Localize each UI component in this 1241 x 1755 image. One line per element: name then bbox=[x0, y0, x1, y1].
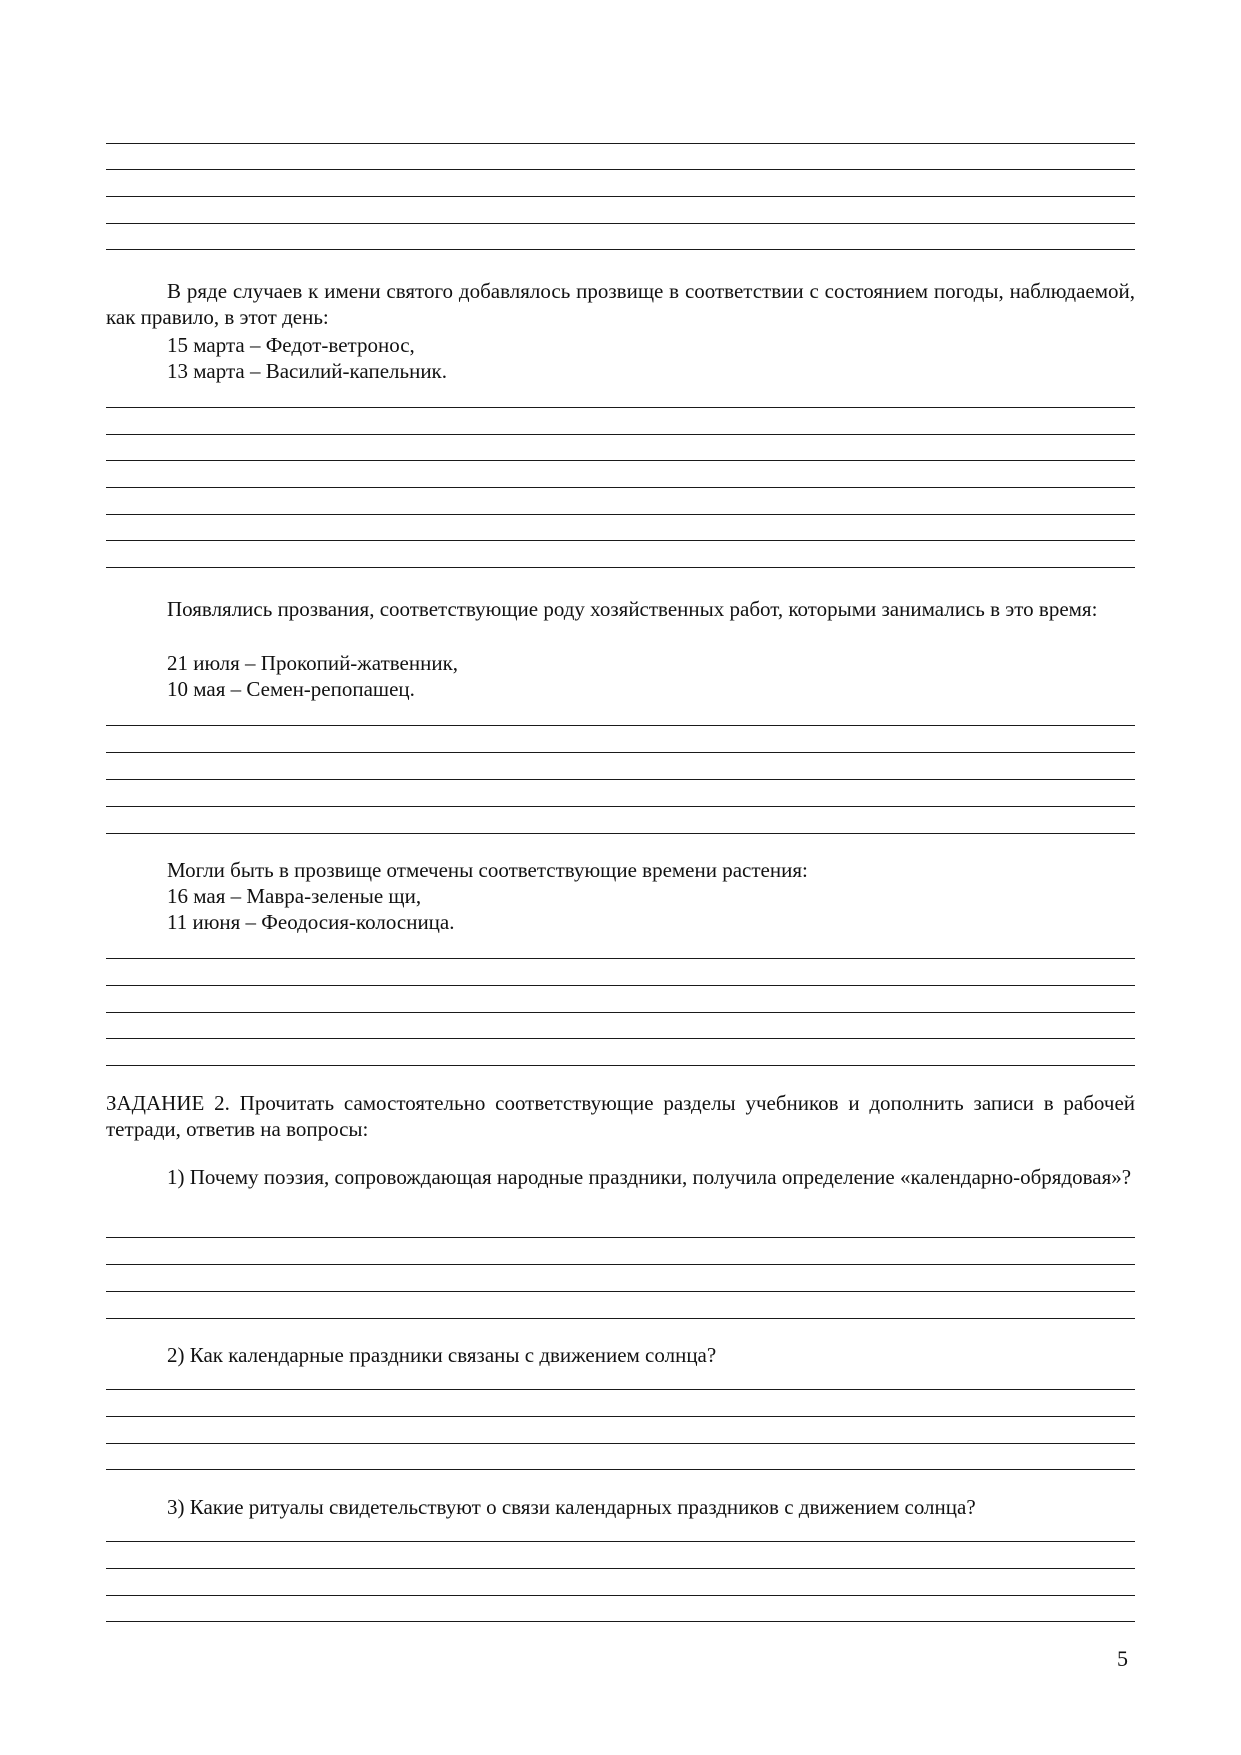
answer-line bbox=[106, 460, 1135, 461]
example-line: 13 марта – Василий-капельник. bbox=[167, 359, 448, 383]
answer-line bbox=[106, 434, 1135, 435]
example-line: 16 мая – Мавра-зеленые щи, bbox=[167, 884, 422, 908]
question-3: 3) Какие ритуалы свидетельствуют о связи календарных праздников с движением солнца? bbox=[167, 1495, 976, 1519]
answer-line bbox=[106, 1389, 1135, 1390]
work-nicknames-paragraph: Появлялись прозвания, соответствующие роду хозяйственных работ, которыми занимались в это время: bbox=[167, 597, 1098, 621]
answer-line bbox=[106, 169, 1135, 170]
answer-line bbox=[106, 1443, 1135, 1444]
plant-nicknames-paragraph: Могли быть в прозвище отмечены соответствующие времени растения: bbox=[167, 858, 808, 882]
task-2-heading: ЗАДАНИЕ 2. Прочитать самостоятельно соответствующие разделы учебников и дополнить записи в рабочей тетради, ответив на вопросы: bbox=[106, 1091, 1135, 1141]
answer-line bbox=[106, 752, 1135, 753]
answer-line bbox=[106, 567, 1135, 568]
answer-line bbox=[106, 1038, 1135, 1039]
answer-line bbox=[106, 833, 1135, 834]
question-1: 1) Почему поэзия, сопровождающая народные праздники, получила определение «календарно-обрядовая»? bbox=[167, 1165, 1132, 1189]
answer-line bbox=[106, 1568, 1135, 1569]
answer-line bbox=[106, 985, 1135, 986]
example-line: 21 июля – Прокопий-жатвенник, bbox=[167, 651, 459, 675]
example-line: 11 июня – Феодосия-колосница. bbox=[167, 910, 455, 934]
answer-line bbox=[106, 1416, 1135, 1417]
answer-line bbox=[106, 958, 1135, 959]
answer-line bbox=[106, 514, 1135, 515]
answer-line bbox=[106, 540, 1135, 541]
answer-line bbox=[106, 779, 1135, 780]
answer-line bbox=[106, 806, 1135, 807]
answer-line bbox=[106, 407, 1135, 408]
answer-line bbox=[106, 1541, 1135, 1542]
answer-line bbox=[106, 1237, 1135, 1238]
weather-nicknames-paragraph: В ряде случаев к имени святого добавлялось прозвище в соответствии с состоянием погоды, наблюдаемой, как правило, в этот день: bbox=[106, 279, 1135, 329]
answer-line bbox=[106, 143, 1135, 144]
question-2: 2) Как календарные праздники связаны с движением солнца? bbox=[167, 1343, 717, 1367]
answer-line bbox=[106, 487, 1135, 488]
answer-line bbox=[106, 196, 1135, 197]
answer-line bbox=[106, 1595, 1135, 1596]
answer-line bbox=[106, 1291, 1135, 1292]
answer-line bbox=[106, 223, 1135, 224]
answer-line bbox=[106, 725, 1135, 726]
answer-line bbox=[106, 249, 1135, 250]
answer-line bbox=[106, 1469, 1135, 1470]
answer-line bbox=[106, 1318, 1135, 1319]
answer-line bbox=[106, 1264, 1135, 1265]
answer-line bbox=[106, 1621, 1135, 1622]
example-line: 15 марта – Федот-ветронос, bbox=[167, 333, 415, 357]
page-number: 5 bbox=[1117, 1646, 1128, 1671]
example-line: 10 мая – Семен-репопашец. bbox=[167, 677, 415, 701]
answer-line bbox=[106, 1012, 1135, 1013]
answer-line bbox=[106, 1065, 1135, 1066]
